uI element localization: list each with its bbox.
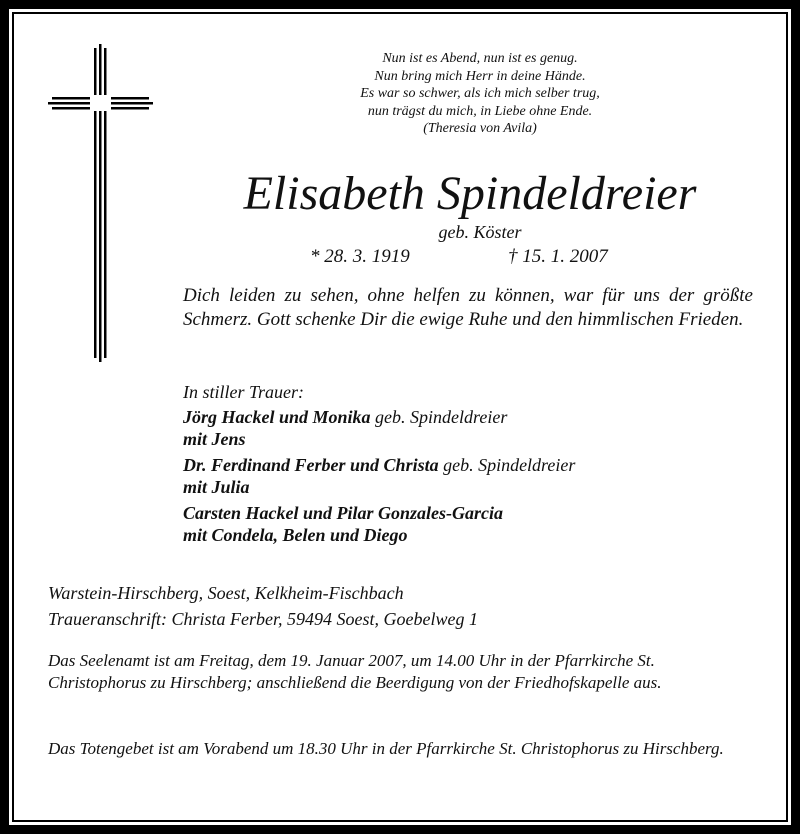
places: Warstein-Hirschberg, Soest, Kelkheim-Fischbach [48, 583, 404, 603]
family-entry [183, 502, 575, 546]
birth-date: * 28. 3. 1919 [310, 246, 410, 267]
family-children: mit Julia [183, 477, 250, 497]
family-entry [183, 454, 575, 498]
cross-icon [48, 44, 158, 366]
family-suffix: geb. Spindeldreier [438, 455, 576, 475]
poem-line: nun trägst du mich, in Liebe ohne Ende. [367, 103, 593, 119]
mourners-list [183, 406, 575, 550]
family-names: Jörg Hackel und Monika [183, 407, 371, 427]
poem-line: Es war so schwer, als ich mich selber trug, [360, 86, 600, 101]
poem-author: (Theresia von Avila) [423, 121, 537, 136]
poem [300, 50, 660, 138]
mourners-heading: In stiller Trauer: [183, 382, 305, 402]
places-block [48, 580, 478, 632]
family-names: Carsten Hackel und Pilar Gonzales-Garcia [183, 503, 504, 523]
mourning-address: Traueranschrift: Christa Ferber, 59494 Soest, Goebelweg 1 [48, 609, 478, 629]
family-entry [183, 406, 575, 450]
family-children: mit Condela, Belen und Diego [183, 525, 408, 545]
family-children: mit Jens [183, 429, 246, 449]
family-suffix: geb. Spindeldreier [370, 407, 508, 427]
service-info: Das Seelenamt ist am Freitag, dem 19. Januar 2007, um 14.00 Uhr in der Pfarrkirche St. Christophorus zu Hirschberg; anschließend die Beerdigung von der Friedhofskapelle aus. [48, 651, 662, 692]
deceased-name: Elisabeth Spindeldreier [243, 167, 697, 220]
poem-line: Nun bring mich Herr in deine Hände. [374, 68, 586, 84]
death-date: † 15. 1. 2007 [508, 246, 608, 267]
family-names: Dr. Ferdinand Ferber und Christa [183, 455, 439, 475]
prayer-info: Das Totengebet ist am Vorabend um 18.30 Uhr in der Pfarrkirche St. Christophorus zu Hirschberg. [48, 739, 724, 758]
farewell-message: Dich leiden zu sehen, ohne helfen zu können, war für uns der größte Schmerz. Gott schenke Dir die ewige Ruhe und den himmlischen Frieden. [183, 285, 753, 330]
poem-line: Nun ist es Abend, nun ist es genug. [382, 51, 578, 66]
maiden-name: geb. Köster [438, 222, 522, 242]
